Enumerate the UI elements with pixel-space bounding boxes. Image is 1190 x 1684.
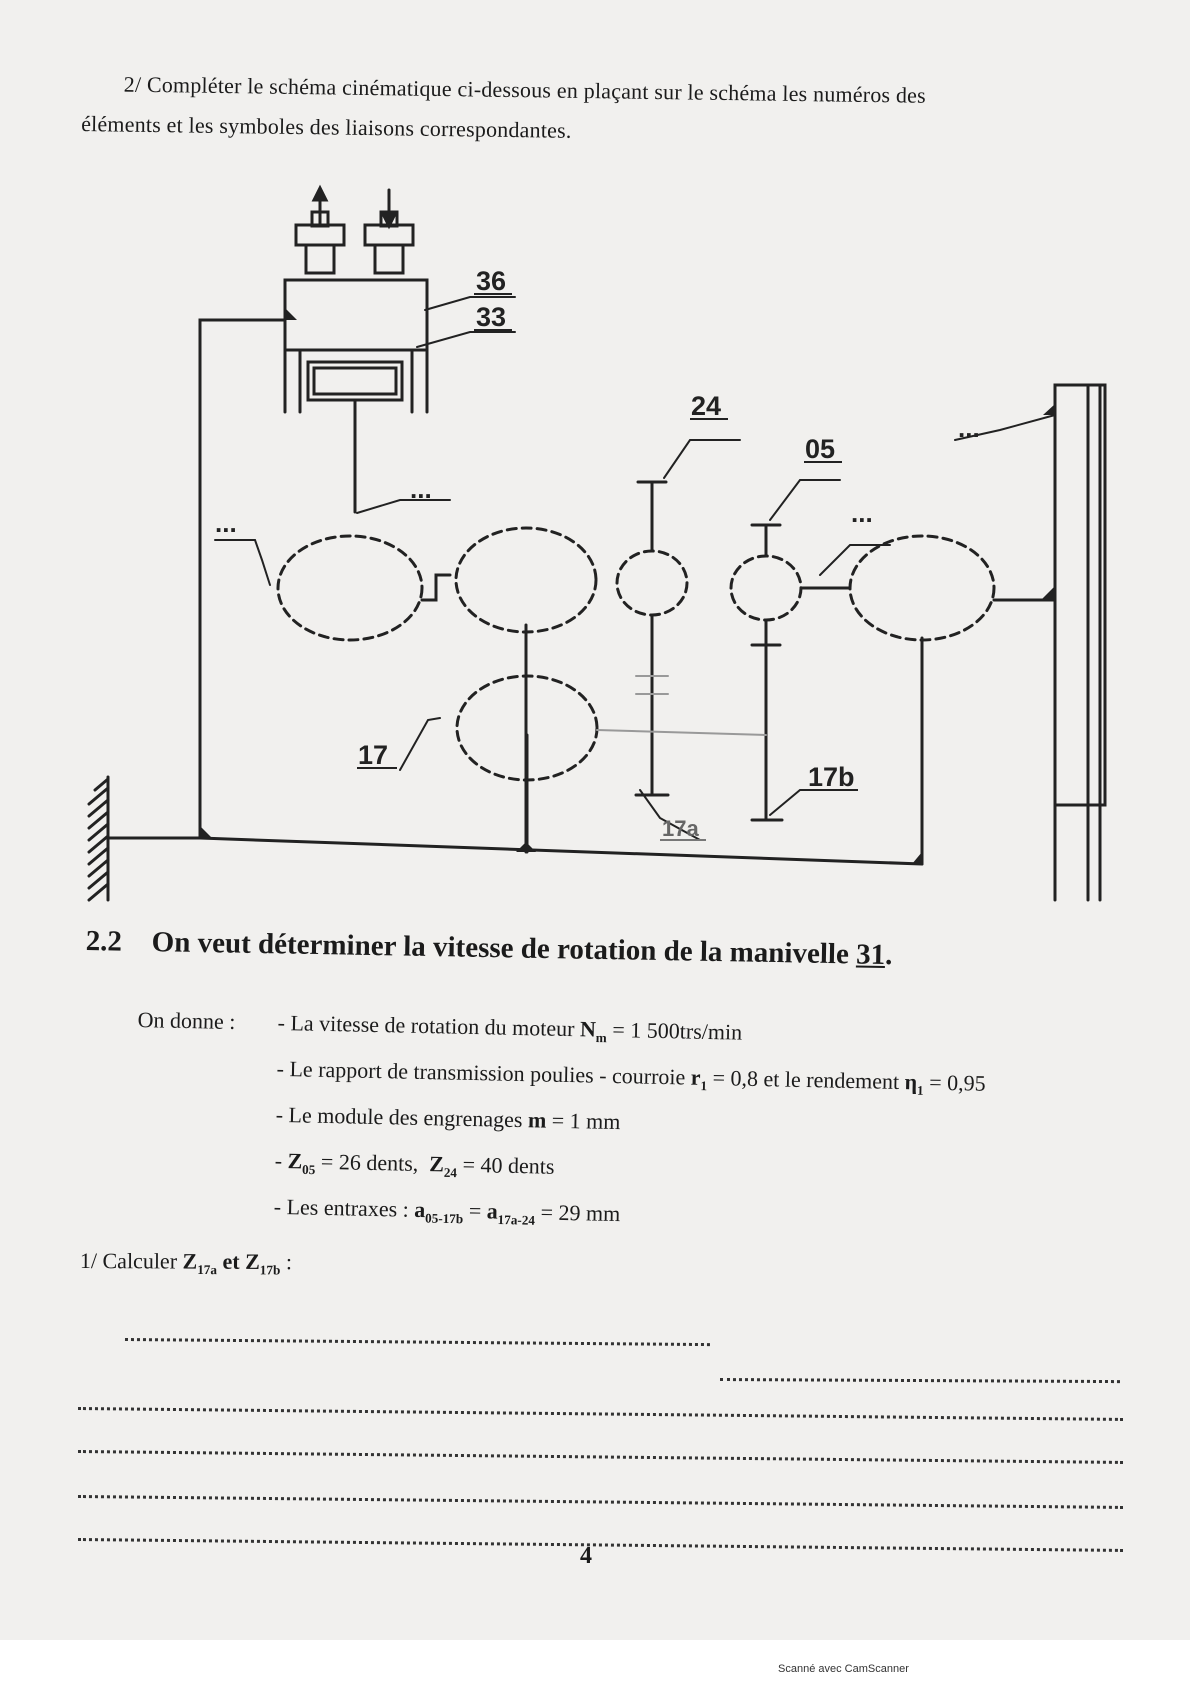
question-2-number: 2/: [123, 71, 142, 97]
ground-symbol: [89, 777, 108, 900]
entraxe-value: = 29 mm: [534, 1199, 621, 1227]
motor-sub: m: [595, 1029, 607, 1046]
label-24: 24: [691, 391, 722, 421]
section-title-text: On veut déterminer la vitesse de rotation de la manivelle: [151, 926, 850, 971]
answer-line-3[interactable]: [78, 1450, 1123, 1464]
entraxe-eq: =: [463, 1197, 488, 1224]
z17b-symbol: Z: [245, 1248, 260, 1274]
module-text: - Le module des engrenages: [275, 1101, 523, 1133]
z24-symbol: Z: [429, 1151, 445, 1177]
belt-eta-sub: 1: [916, 1082, 924, 1098]
z17a-symbol: Z: [182, 1248, 198, 1274]
a2-sub: 17a-24: [497, 1211, 536, 1228]
blank-label-4: ...: [958, 413, 980, 443]
z17b-sub: 17b: [259, 1262, 281, 1278]
engine-block: [285, 190, 427, 512]
z24-value: = 40 dents: [456, 1151, 555, 1179]
q1-prefix: 1/ Calculer: [79, 1248, 178, 1274]
answer-line-4[interactable]: [78, 1495, 1123, 1509]
scanner-footer: [0, 1640, 1190, 1684]
a1-sub: 05-17b: [424, 1210, 464, 1227]
z05-sub: 05: [301, 1161, 316, 1178]
answer-line-5[interactable]: [78, 1538, 1123, 1552]
module-symbol: m: [527, 1107, 547, 1133]
z17a-sub: 17a: [197, 1262, 218, 1278]
blank-label-2: ...: [215, 508, 237, 538]
teeth-dash: -: [274, 1147, 283, 1174]
motor-symbol: N: [579, 1016, 597, 1042]
label-33: 33: [476, 302, 507, 332]
question-2-text-1: Compléter le schéma cinématique ci-dessous en plaçant sur le schéma les numéros des: [146, 71, 927, 108]
question-1: [80, 1248, 292, 1279]
question-2-line-2: éléments et les symboles des liaisons correspondantes.: [80, 110, 572, 143]
blank-label-1: ...: [410, 474, 432, 504]
section-number: 2.2: [85, 925, 123, 958]
center-distances: [273, 1192, 620, 1238]
label-17b: 17b: [808, 762, 855, 792]
z05-value: = 26 dents,: [315, 1148, 419, 1176]
part-number: 31: [855, 938, 886, 971]
label-36: 36: [476, 266, 507, 296]
givens-intro: On donne :: [137, 1006, 236, 1035]
label-17a: 17a: [662, 816, 699, 841]
belt-r-value: = 0,8 et le rendement: [706, 1064, 900, 1094]
gear-module: [275, 1100, 620, 1137]
motor-speed: [277, 1008, 742, 1056]
belt-r-sub: 1: [700, 1078, 708, 1094]
teeth-counts: [274, 1146, 555, 1190]
a2-symbol: a: [486, 1198, 499, 1224]
a1-symbol: a: [414, 1196, 426, 1223]
welded-corners: [200, 308, 1055, 864]
z24-sub: 24: [443, 1164, 458, 1181]
page-number: 4: [580, 1543, 592, 1569]
belt-eta-value: = 0,95: [923, 1069, 986, 1096]
belt-eta-symbol: η: [904, 1069, 918, 1095]
q1-and: et: [222, 1248, 240, 1274]
label-17: 17: [358, 740, 389, 770]
answer-line-1b[interactable]: [720, 1378, 1120, 1383]
title-period: .: [884, 938, 893, 972]
motor-value: = 1 500trs/min: [606, 1016, 743, 1045]
given-data: [133, 1005, 1138, 1256]
q1-suffix: :: [285, 1249, 293, 1275]
entraxe-text: - Les entraxes :: [273, 1193, 410, 1222]
belt-text: - Le rapport de transmission poulies - courroie: [276, 1055, 686, 1090]
z05-symbol: Z: [287, 1148, 303, 1174]
footer-text: Scanné avec CamScanner: [778, 1663, 909, 1675]
blank-label-3: ...: [851, 498, 873, 528]
belt-r-symbol: r: [690, 1064, 701, 1090]
answer-line-2[interactable]: [78, 1407, 1123, 1421]
label-05: 05: [805, 434, 836, 464]
motor-text: - La vitesse de rotation du moteur: [277, 1009, 575, 1042]
module-value: = 1 mm: [546, 1107, 621, 1135]
answer-line-1[interactable]: [125, 1338, 710, 1346]
